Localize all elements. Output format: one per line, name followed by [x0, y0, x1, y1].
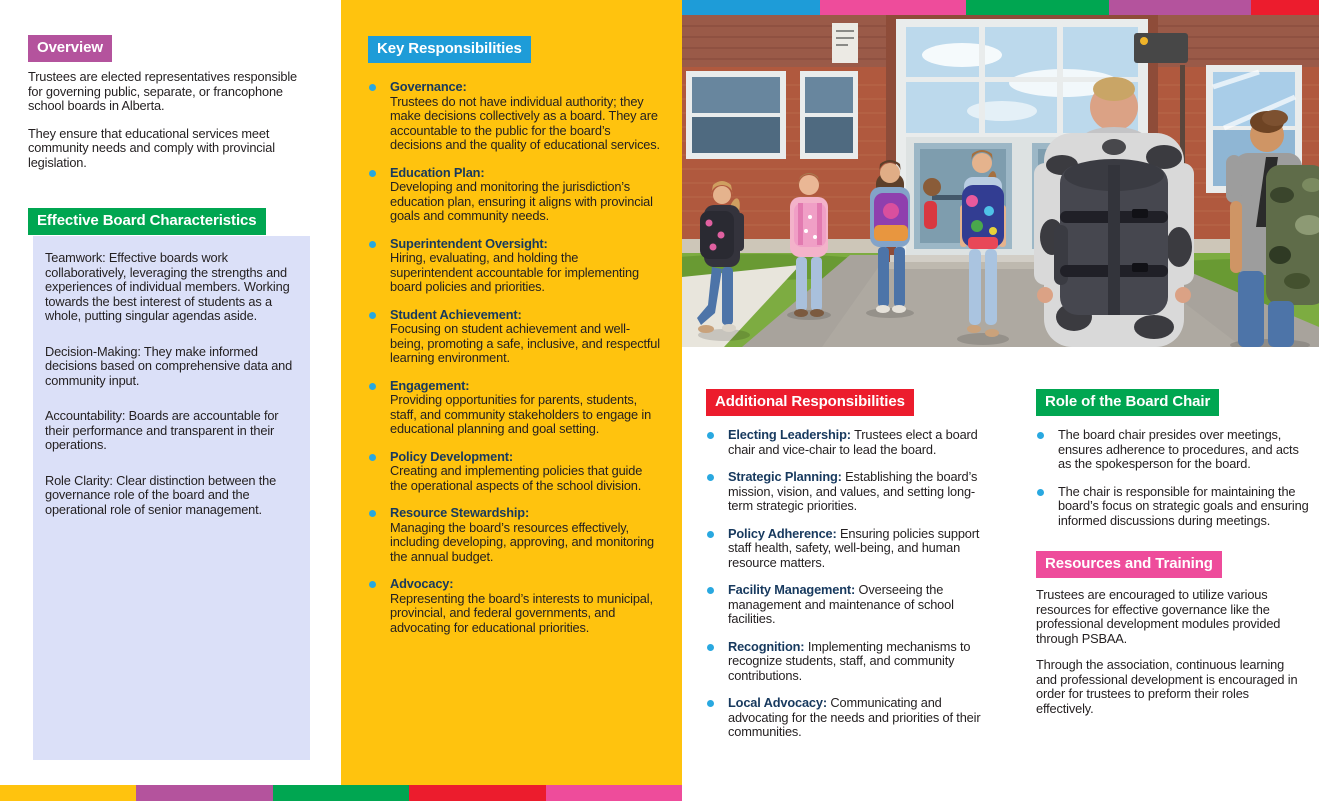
stripe-purple — [1109, 0, 1251, 15]
bullet-icon — [1037, 489, 1044, 496]
list-item — [368, 506, 660, 564]
item-heading: Engagement: — [390, 377, 470, 393]
item-heading: Strategic Planning: — [728, 469, 842, 484]
bullet-icon — [369, 312, 376, 319]
list-item — [1036, 485, 1310, 529]
school-photo-illustration — [682, 15, 1319, 347]
item-body: Trustees do not have individual authority; they make decisions collectively as a board. They are accountable to the public for the board’s decisions and the quality of educational services. — [390, 93, 660, 152]
list-item — [368, 379, 660, 437]
stripe-pink — [546, 785, 682, 801]
key-responsibilities-header: Key Responsibilities — [368, 36, 531, 63]
stripe-green — [273, 785, 409, 801]
additional-responsibilities-header: Additional Responsibilities — [706, 389, 914, 416]
item-body: Establishing the board’s mission, vision, and values, and setting long-term strategic priorities. — [728, 469, 978, 513]
bullet-icon — [707, 700, 714, 707]
item-heading: Recognition: — [728, 638, 805, 654]
characteristics-header: Effective Board Characteristics — [28, 208, 266, 235]
list-item — [368, 166, 660, 224]
list-item — [368, 450, 660, 494]
item-body: Implementing mechanisms to recognize students, staff, and community contributions. — [728, 638, 971, 683]
bullet-icon — [369, 84, 376, 91]
paragraph: Decision-Making: They make informed decisions based on comprehensive data and community input. — [45, 343, 293, 388]
list-item — [706, 640, 988, 684]
bullet-icon — [707, 587, 714, 594]
item-heading: Policy Development: — [390, 448, 514, 464]
bullet-icon — [369, 241, 376, 248]
bullet-icon — [369, 383, 376, 390]
paragraph: Trustees are encouraged to utilize various resources for effective governance like the professional development modules provided through PSBAA. — [1036, 587, 1281, 646]
overview-text — [28, 70, 306, 183]
section-board-chair-resources — [1036, 389, 1316, 728]
item-body: Overseeing the management and maintenance of school facilities. — [728, 582, 954, 626]
board-chair-list — [1036, 428, 1310, 528]
item-body: Managing the board’s resources effectively, including developing, approving, and monitoring the annual budget. — [390, 519, 655, 564]
panel-overview — [0, 0, 341, 785]
characteristics-box — [33, 236, 310, 760]
item-heading: Governance: — [390, 79, 467, 94]
bullet-icon — [369, 510, 376, 517]
list-item — [706, 583, 988, 627]
item-body: The board chair presides over meetings, ensures adherence to procedures, and acts as the spokesperson for the board. — [1058, 427, 1299, 471]
list-item — [706, 428, 988, 457]
item-heading: Education Plan: — [390, 164, 485, 180]
item-heading: Advocacy: — [390, 576, 454, 591]
resources-training-header: Resources and Training — [1036, 551, 1222, 578]
item-body: Representing the board’s interests to municipal, provincial, and federal governments, and advocating for educational priorities. — [390, 590, 653, 635]
item-heading: Local Advocacy: — [728, 695, 827, 710]
list-item — [706, 470, 988, 514]
bottom-color-stripes — [0, 785, 682, 801]
item-body: Trustees elect a board chair and vice-chair to lead the board. — [728, 427, 978, 457]
item-heading: Electing Leadership: — [728, 427, 851, 442]
list-item — [368, 308, 660, 366]
section-additional-responsibilities — [706, 389, 998, 753]
item-body: Hiring, evaluating, and holding the superintendent accountable for implementing board policies and priorities. — [390, 250, 639, 294]
paragraph: They ensure that educational services meet community needs and comply with provincial legislation. — [28, 125, 275, 170]
paragraph: Teamwork: Effective boards work collaboratively, leveraging the strengths and experiences of individual members. Working towards the best interest of students as a whole, putting singular agendas aside. — [45, 250, 290, 323]
list-item — [368, 577, 660, 635]
board-chair-header: Role of the Board Chair — [1036, 389, 1219, 416]
list-item — [368, 237, 660, 295]
stripe-yellow — [0, 785, 136, 801]
stripe-red — [409, 785, 545, 801]
item-body: The chair is responsible for maintaining the board’s focus on strategic goals and ensuring informed discussions during meetings. — [1058, 483, 1309, 528]
paragraph: Through the association, continuous learning and professional development is encouraged in order for trustees to preform their roles effectively. — [1036, 657, 1298, 716]
bullet-icon — [1037, 432, 1044, 439]
item-body: Developing and monitoring the jurisdiction’s education plan, ensuring it aligns with provincial goals and community needs. — [390, 179, 653, 223]
item-heading: Facility Management: — [728, 582, 856, 597]
bullet-icon — [707, 644, 714, 651]
stripe-red — [1251, 0, 1319, 15]
item-body: Communicating and advocating for the needs and priorities of their communities. — [728, 695, 981, 739]
top-color-stripes — [682, 0, 1319, 15]
item-heading: Superintendent Oversight: — [390, 235, 548, 251]
school-building — [682, 15, 1319, 347]
panel-key-responsibilities — [341, 0, 682, 785]
resources-training-text — [1036, 588, 1308, 716]
item-body: Focusing on student achievement and well-being, promoting a safe, inclusive, and respectful learning environment. — [390, 321, 660, 365]
additional-responsibilities-list — [706, 428, 988, 740]
paragraph: Role Clarity: Clear distinction between the governance role of the board and the operational role of senior management. — [45, 472, 277, 517]
list-item — [706, 527, 988, 571]
item-body: Ensuring policies support staff health, safety, well-being, and human resource matters. — [728, 525, 980, 570]
bullet-icon — [707, 474, 714, 481]
stripe-pink — [820, 0, 966, 15]
stripe-purple — [136, 785, 272, 801]
stripe-blue — [682, 0, 820, 15]
item-heading: Resource Stewardship: — [390, 505, 530, 520]
item-heading: Policy Adherence: — [728, 525, 837, 541]
stripe-green — [966, 0, 1109, 15]
paragraph: Trustees are elected representatives responsible for governing public, separate, or francophone school boards in Alberta. — [28, 69, 298, 113]
bullet-icon — [707, 432, 714, 439]
list-item — [706, 696, 988, 740]
bullet-icon — [369, 454, 376, 461]
key-responsibilities-list — [368, 80, 660, 635]
overview-header: Overview — [28, 35, 112, 62]
paragraph: Accountability: Boards are accountable for their performance and transparent in their operations. — [45, 408, 279, 452]
bullet-icon — [369, 581, 376, 588]
item-body: Providing opportunities for parents, students, staff, and community stakeholders to engage in educational planning and goal setting. — [390, 392, 652, 436]
bullet-icon — [369, 170, 376, 177]
item-body: Creating and implementing policies that guide the operational aspects of the school division. — [390, 463, 643, 493]
list-item — [368, 80, 660, 153]
bullet-icon — [707, 531, 714, 538]
list-item — [1036, 428, 1310, 472]
item-heading: Student Achievement: — [390, 306, 522, 322]
school-photo — [682, 15, 1319, 347]
